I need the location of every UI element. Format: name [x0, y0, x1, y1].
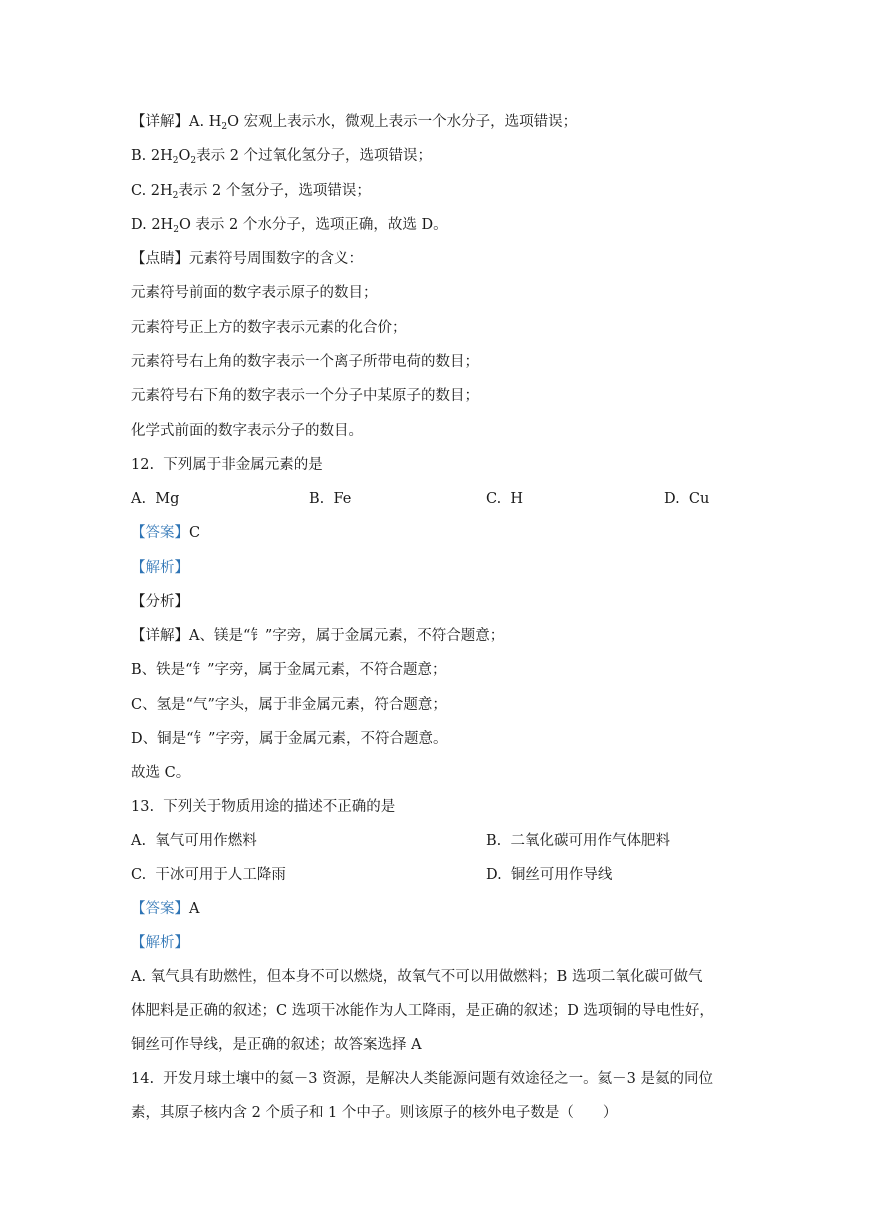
q13-option-c: C. 干冰可用于人工降雨 [131, 867, 286, 883]
answer-label: 【答案】 [131, 525, 189, 541]
subscript: 2 [190, 156, 197, 166]
question-13-stem: 13. 下列关于物质用途的描述不正确的是 [131, 799, 396, 815]
q12-option-c: C. H [486, 491, 524, 507]
point-line [131, 249, 363, 269]
point-item: 元素符号前面的数字表示原子的数目； [131, 285, 378, 301]
explain-line-c [131, 181, 371, 206]
q13-analysis-line: 铜丝可作导线，是正确的叙述；故答案选择 A [131, 1037, 422, 1053]
text-segment: A. H [189, 114, 222, 130]
point-label: 【点睛】 [131, 251, 189, 267]
detail-label: 【详解】 [131, 628, 189, 644]
q13-option-b: B. 二氧化碳可用作气体肥料 [486, 833, 670, 849]
subscript: 2 [221, 122, 228, 132]
answer-value: C [189, 525, 201, 541]
q12-option-d: D. Cu [664, 491, 710, 507]
q13-option-a: A. 氧气可用作燃料 [131, 833, 257, 849]
detail-label: 【详解】 [131, 114, 189, 130]
text-segment: C. 2H [131, 183, 173, 199]
subscript: 2 [173, 225, 179, 235]
q13-option-d: D. 铜丝可用作导线 [486, 867, 613, 883]
subscript: 2 [172, 156, 179, 166]
q13-analysis-line: A. 氧气具有助燃性，但本身不可以燃烧，故氧气不可以用做燃料；B 选项二氧化碳可做气 [131, 969, 703, 985]
q12-detail-line: B、铁是“钅”字旁，属于金属元素，不符合题意； [131, 662, 447, 678]
q13-analysis-label: 【解析】 [131, 935, 189, 951]
q12-detail-line: C、氢是“气”字头，属于非金属元素，符合题意； [131, 697, 447, 713]
answer-value: A [189, 901, 200, 917]
text-segment: 表示 2 个氢分子，选项错误； [178, 183, 371, 199]
text-segment: 表示 2 个过氧化氢分子，选项错误； [196, 148, 433, 164]
point-text: 元素符号周围数字的含义： [189, 251, 363, 267]
explain-line-a [131, 112, 577, 137]
point-item: 元素符号右上角的数字表示一个离子所带电荷的数目； [131, 354, 479, 370]
text-segment: B. 2H [131, 148, 173, 164]
question-14-stem: 14. 开发月球土壤中的氦－3 资源，是解决人类能源问题有效途径之一。氦－3 是氦的同位 [131, 1071, 713, 1087]
question-14-stem: 素，其原子核内含 2 个质子和 1 个中子。则该原子的核外电子数是（ ） [131, 1105, 618, 1121]
explain-line-d [131, 215, 448, 240]
text-segment: O 表示 2 个水分子，选项正确，故选 D。 [178, 217, 448, 233]
q13-answer [131, 899, 199, 919]
q13-analysis-line: 体肥料是正确的叙述；C 选项干冰能作为人工降雨，是正确的叙述；D 选项铜的导电性好， [131, 1003, 714, 1019]
subscript: 2 [172, 191, 179, 201]
question-12-stem: 12. 下列属于非金属元素的是 [131, 457, 323, 473]
point-item: 元素符号右下角的数字表示一个分子中某原子的数目； [131, 388, 479, 404]
explain-line-b [131, 146, 432, 171]
point-item: 化学式前面的数字表示分子的数目。 [131, 423, 363, 439]
q12-option-b: B. Fe [309, 491, 352, 507]
q12-answer [131, 523, 200, 543]
answer-label: 【答案】 [131, 901, 189, 917]
point-item: 元素符号正上方的数字表示元素的化合价； [131, 320, 407, 336]
q12-detail-line: D、铜是“钅”字旁，属于金属元素，不符合题意。 [131, 731, 448, 747]
q12-analysis-label: 【解析】 [131, 560, 189, 576]
text-segment: O 宏观上表示水，微观上表示一个水分子，选项错误； [227, 114, 578, 130]
text-segment: O [178, 148, 191, 164]
q12-fenxi-label: 【分析】 [131, 594, 189, 610]
q12-option-a: A. Mg [131, 491, 180, 507]
q12-detail-line [131, 626, 504, 646]
q12-conclusion: 故选 C。 [131, 765, 191, 781]
detail-text: A、镁是“钅”字旁，属于金属元素，不符合题意； [189, 628, 505, 644]
text-segment: D. 2H [131, 217, 174, 233]
